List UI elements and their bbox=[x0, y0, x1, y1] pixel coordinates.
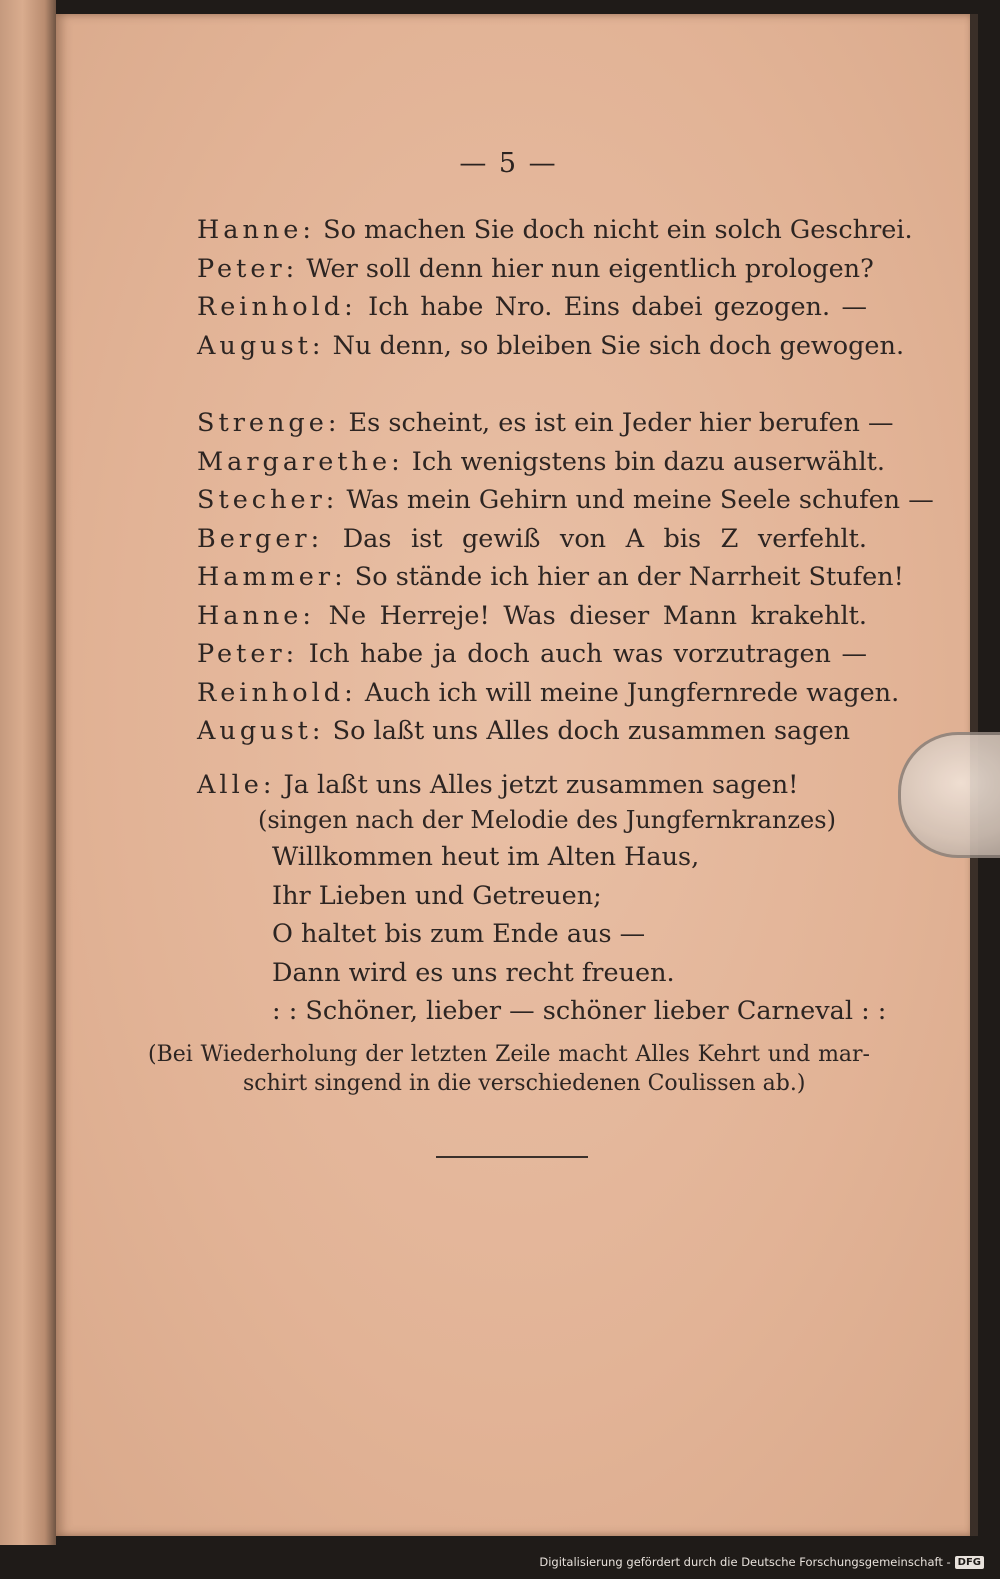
speaker-name: Alle: bbox=[197, 770, 276, 800]
dialogue-line bbox=[197, 520, 867, 559]
melody-note: (singen nach der Melodie des Jungfernkranzes) bbox=[258, 806, 836, 834]
speaker-name: Stecher: bbox=[197, 485, 339, 515]
end-rule bbox=[436, 1156, 588, 1158]
speaker-name: Berger: bbox=[197, 523, 324, 554]
line-text: Auch ich will meine Jungfernrede wagen. bbox=[364, 677, 900, 708]
dialogue-line bbox=[197, 766, 867, 805]
left-page-edge bbox=[0, 0, 56, 1545]
line-text: Es scheint, es ist ein Jeder hier berufen — bbox=[348, 408, 894, 438]
speaker-name: Strenge: bbox=[197, 408, 341, 438]
line-text: Ich habe Nro. Eins dabei gezogen. — bbox=[368, 292, 867, 322]
song-line: O haltet bis zum Ende aus — bbox=[272, 919, 646, 949]
line-text: So laßt uns Alles doch zusammen sagen bbox=[332, 716, 851, 746]
dialogue-line bbox=[197, 481, 934, 520]
stage-direction-line: schirt singend in die verschiedenen Coulissen ab.) bbox=[243, 1071, 806, 1096]
dialogue-line bbox=[197, 211, 913, 250]
speaker-name: August: bbox=[197, 716, 325, 746]
dialogue-block-1 bbox=[197, 211, 913, 365]
speaker-name: Hanne: bbox=[197, 600, 315, 631]
line-text: Ne Herreje! Was dieser Mann krakehlt. bbox=[328, 600, 867, 631]
song-line: : : Schöner, lieber — schöner lieber Carneval : : bbox=[272, 996, 887, 1026]
line-text: Ich wenigstens bin dazu auserwählt. bbox=[411, 446, 885, 477]
digitization-footer bbox=[539, 1551, 984, 1573]
speaker-name: Peter: bbox=[197, 253, 299, 284]
stage-direction-line: (Bei Wiederholung der letzten Zeile macht Alles Kehrt und mar- bbox=[148, 1042, 870, 1067]
dialogue-line bbox=[197, 327, 905, 366]
dialogue-line bbox=[197, 674, 900, 713]
magnifier-overlay bbox=[898, 732, 1000, 858]
speaker-name: Margarethe: bbox=[197, 446, 404, 477]
stage-direction bbox=[148, 1040, 870, 1098]
dialogue-line bbox=[197, 288, 867, 327]
chorus-line bbox=[197, 766, 867, 805]
dialogue-line bbox=[197, 250, 874, 289]
dialogue-line bbox=[197, 443, 885, 482]
line-text: Was mein Gehirn und meine Seele schufen — bbox=[346, 485, 934, 515]
page-number: — 5 — bbox=[459, 148, 558, 179]
song-line: Willkommen heut im Alten Haus, bbox=[272, 842, 700, 872]
dialogue-line bbox=[197, 635, 867, 674]
speaker-name: Hammer: bbox=[197, 562, 347, 592]
footer-text: Digitalisierung gefördert durch die Deutsche Forschungsgemeinschaft - bbox=[539, 1555, 951, 1569]
song-line: Dann wird es uns recht freuen. bbox=[272, 957, 675, 988]
line-text: Ich habe ja doch auch was vorzutragen — bbox=[308, 639, 867, 669]
dialogue-line bbox=[197, 558, 904, 597]
dfg-logo: DFG bbox=[955, 1556, 984, 1569]
dialogue-line bbox=[197, 404, 894, 443]
speaker-name: Peter: bbox=[197, 639, 299, 669]
song-line: Ihr Lieben und Getreuen; bbox=[272, 880, 602, 911]
speaker-name: Reinhold: bbox=[197, 677, 357, 708]
song-verse bbox=[272, 838, 886, 1031]
line-text: So stände ich hier an der Narrheit Stufen! bbox=[354, 562, 904, 592]
line-text: Das ist gewiß von A bis Z verfehlt. bbox=[342, 523, 867, 554]
line-text: So machen Sie doch nicht ein solch Geschrei. bbox=[323, 215, 913, 245]
dialogue-line bbox=[197, 597, 867, 636]
speaker-name: August: bbox=[197, 330, 325, 361]
line-text: Ja laßt uns Alles jetzt zusammen sagen! bbox=[283, 770, 799, 800]
dialogue-line bbox=[197, 712, 867, 751]
speaker-name: Reinhold: bbox=[197, 292, 357, 322]
line-text: Nu denn, so bleiben Sie sich doch gewogen. bbox=[332, 330, 905, 361]
speaker-name: Hanne: bbox=[197, 215, 315, 245]
dialogue-block-2 bbox=[197, 404, 934, 751]
line-text: Wer soll denn hier nun eigentlich prologen? bbox=[306, 253, 874, 284]
